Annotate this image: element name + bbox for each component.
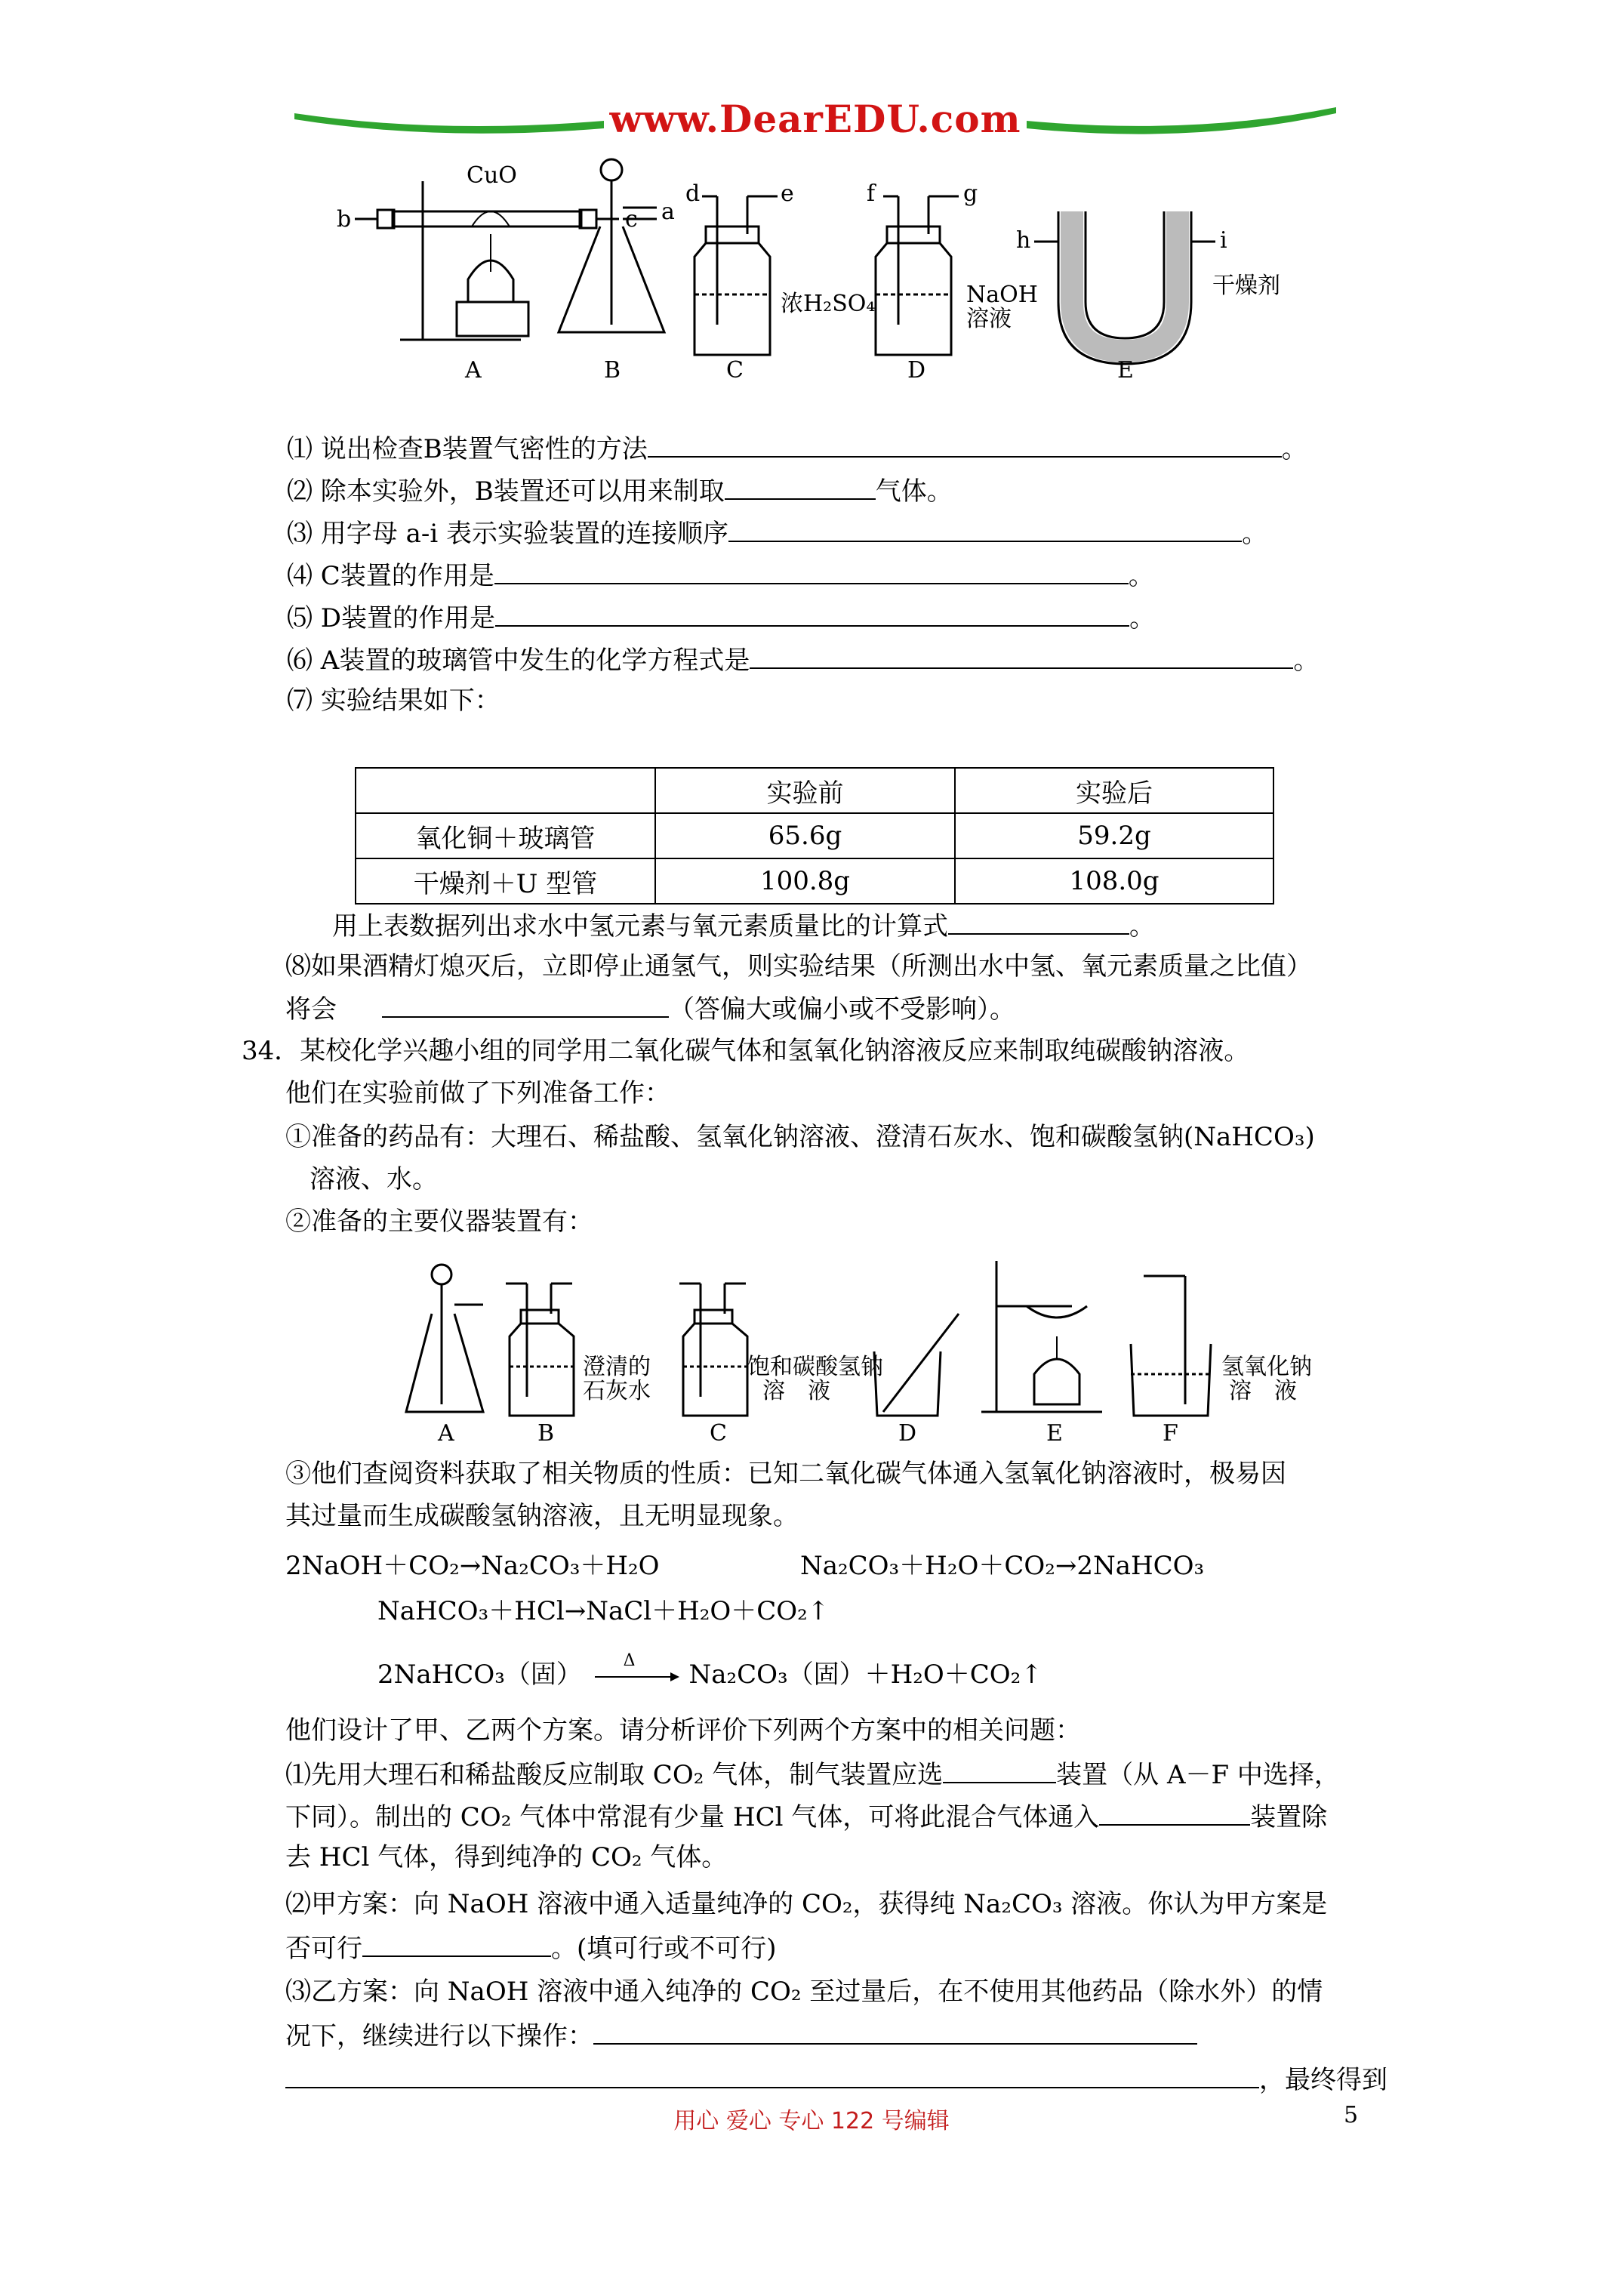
answer-blank[interactable] (750, 642, 1293, 669)
heat-arrow: Δ (590, 1661, 681, 1691)
q34-intro: 34．某校化学兴趣小组的同学用二氧化碳气体和氢氧化钠溶液反应来制取纯碳酸钠溶液。 (242, 1036, 1250, 1066)
apparatus-figure-1 (325, 151, 1306, 400)
d-reagent-2: 溶液 (966, 306, 1012, 332)
q34-item3-line2: 其过量而生成碳酸氢钠溶液，且无明显现象。 (285, 1501, 799, 1531)
port-g-label: g (963, 180, 978, 207)
apparatus-figure-2 (400, 1253, 1336, 1450)
port-c-label: c (625, 206, 638, 233)
table-cell: 65.6g (655, 813, 955, 858)
apparatus-2d (874, 1314, 959, 1416)
fig2-label-c: C (710, 1420, 727, 1447)
q33-3: ⑶ 用字母 a-i 表示实验装置的连接顺序 。 (287, 515, 1267, 550)
q34-p1-line1: ⑴先用大理石和稀盐酸反应制取 CO₂ 气体，制气装置应选 装置（从 A－F 中选择， (285, 1756, 1340, 1792)
q34-plan: 他们设计了甲、乙两个方案。请分析评价下列两个方案中的相关问题： (285, 1715, 1081, 1746)
fig2-f-reagent-2: 溶 液 (1229, 1378, 1297, 1404)
table-row (356, 813, 1273, 858)
apparatus-2a (406, 1265, 483, 1412)
label-e: E (1117, 357, 1134, 384)
q34-p3-line3: ，最终得到 (285, 2061, 1387, 2097)
apparatus-2c (679, 1284, 747, 1416)
equation-2: Na₂CO₃＋H₂O＋CO₂→2NaHCO₃ (800, 1551, 1205, 1581)
table-header: 实验后 (955, 768, 1273, 813)
q34-p2-line1: ⑵甲方案：向 NaOH 溶液中通入适量纯净的 CO₂，获得纯 Na₂CO₃ 溶液。你认为甲方案是 (285, 1889, 1328, 1919)
answer-blank[interactable] (1099, 1798, 1250, 1826)
label-b: B (604, 357, 621, 384)
cuo-label: CuO (467, 162, 517, 189)
q33-8-line2: 将会 （答偏大或偏小或不受影响）。 (285, 991, 1015, 1026)
q34-item1-line2: 溶液、水。 (310, 1164, 438, 1194)
fig2-f-reagent-1: 氢氧化钠 (1221, 1354, 1312, 1380)
table-cell: 氧化铜＋玻璃管 (356, 813, 655, 858)
q34-p3-line2: 况下，继续进行以下操作： (285, 2017, 1197, 2053)
answer-blank[interactable] (648, 430, 1282, 458)
port-e-label: e (781, 180, 794, 207)
answer-blank[interactable] (725, 473, 876, 500)
table-cell: 100.8g (655, 858, 955, 904)
q34-item3: ③他们查阅资料获取了相关物质的性质：已知二氧化碳气体通入氢氧化钠溶液时，极易因 (285, 1459, 1286, 1489)
equation-3: NaHCO₃＋HCl→NaCl＋H₂O＋CO₂↑ (377, 1596, 830, 1626)
apparatus-a (355, 181, 619, 340)
equation-4: 2NaHCO₃（固） Δ Na₂CO₃（固）＋H₂O＋CO₂↑ (377, 1651, 1042, 1690)
answer-blank[interactable] (593, 2017, 1197, 2045)
answer-blank[interactable] (948, 908, 1129, 935)
table-row (356, 858, 1273, 904)
apparatus-b (559, 159, 664, 332)
port-a-label: a (661, 199, 675, 225)
q34-intro2: 他们在实验前做了下列准备工作： (285, 1078, 670, 1108)
e-reagent: 干燥剂 (1212, 273, 1280, 299)
q34-p3-line1: ⑶乙方案：向 NaOH 溶液中通入纯净的 CO₂ 至过量后，在不使用其他药品（除水外）的情 (285, 1977, 1323, 2007)
fig2-b-reagent-1: 澄清的 (583, 1354, 651, 1380)
q34-item2: ②准备的主要仪器装置有： (285, 1207, 593, 1237)
port-d-label: d (685, 180, 701, 207)
apparatus-d (876, 196, 959, 355)
apparatus-e (1034, 211, 1215, 364)
answer-blank[interactable] (494, 557, 1129, 584)
table-cell: 108.0g (955, 858, 1273, 904)
d-reagent-1: NaOH (966, 282, 1038, 308)
q33-2: ⑵ 除本实验外，B装置还可以用来制取 气体。 (287, 473, 953, 508)
q34-p2-line2: 否可行 。(填可行或不可行) (285, 1930, 777, 1965)
table-cell: 59.2g (955, 813, 1273, 858)
port-b-label: b (337, 206, 352, 233)
c-reagent: 浓H₂SO₄ (781, 291, 876, 317)
q34-p1-line2: 下同）。制出的 CO₂ 气体中常混有少量 HCl 气体，可将此混合气体通入 装置除 (285, 1798, 1327, 1834)
fig2-label-e: E (1046, 1420, 1063, 1447)
equation-1: 2NaOH＋CO₂→Na₂CO₃＋H₂O (285, 1551, 660, 1581)
table-header (356, 768, 655, 813)
answer-blank[interactable] (285, 2061, 1259, 2088)
answer-blank[interactable] (728, 515, 1242, 542)
q33-8-line1: ⑻如果酒精灯熄灭后，立即停止通氢气，则实验结果（所测出水中氢、氧元素质量之比值） (285, 951, 1312, 982)
fig2-label-b: B (537, 1420, 555, 1447)
apparatus-2f (1131, 1276, 1211, 1416)
q33-5: ⑸ D装置的作用是 。 (287, 599, 1155, 635)
fig2-label-f: F (1163, 1420, 1178, 1447)
fig2-b-reagent-2: 石灰水 (583, 1378, 651, 1404)
port-f-label: f (867, 180, 876, 207)
port-h-label: h (1016, 227, 1031, 254)
q33-6: ⑹ A装置的玻璃管中发生的化学方程式是 。 (287, 642, 1319, 677)
answer-blank[interactable] (362, 1930, 551, 1957)
q34-item1: ①准备的药品有：大理石、稀盐酸、氢氧化钠溶液、澄清石灰水、饱和碳酸氢钠(NaHCO₃) (285, 1122, 1315, 1152)
apparatus-2b (506, 1284, 574, 1416)
site-banner (287, 91, 1344, 159)
apparatus-c (694, 196, 778, 355)
q34-p1-line3: 去 HCl 气体，得到纯净的 CO₂ 气体。 (285, 1842, 728, 1872)
table-cell: 干燥剂＋U 型管 (356, 858, 655, 904)
q33-7: ⑺ 实验结果如下： (287, 686, 500, 716)
fig2-c-reagent-2: 溶 液 (762, 1378, 830, 1404)
footer-credit: 用心 爱心 专心 122 号编辑 (673, 2108, 950, 2134)
table-header: 实验前 (655, 768, 955, 813)
q33-4: ⑷ C装置的作用是 。 (287, 557, 1154, 593)
answer-blank[interactable] (495, 599, 1129, 627)
table-row (356, 768, 1273, 813)
fig2-label-a: A (438, 1420, 454, 1447)
results-table (355, 767, 1274, 905)
label-a: A (465, 357, 482, 384)
fig2-label-d: D (898, 1420, 917, 1447)
q33-calc: 用上表数据列出求水中氢元素与氧元素质量比的计算式 。 (332, 908, 1155, 943)
label-c: C (726, 357, 744, 384)
label-d: D (907, 357, 926, 384)
apparatus-2e (981, 1261, 1102, 1412)
q33-1: ⑴ 说出检查B装置气密性的方法 。 (287, 430, 1307, 466)
site-url: www.DearEDU.com (609, 97, 1021, 141)
page-number: 5 (1344, 2102, 1359, 2128)
fig2-c-reagent-1: 饱和碳酸氢钠 (747, 1354, 883, 1380)
answer-blank[interactable] (943, 1756, 1056, 1783)
answer-blank[interactable] (382, 991, 669, 1018)
port-i-label: i (1220, 227, 1227, 254)
